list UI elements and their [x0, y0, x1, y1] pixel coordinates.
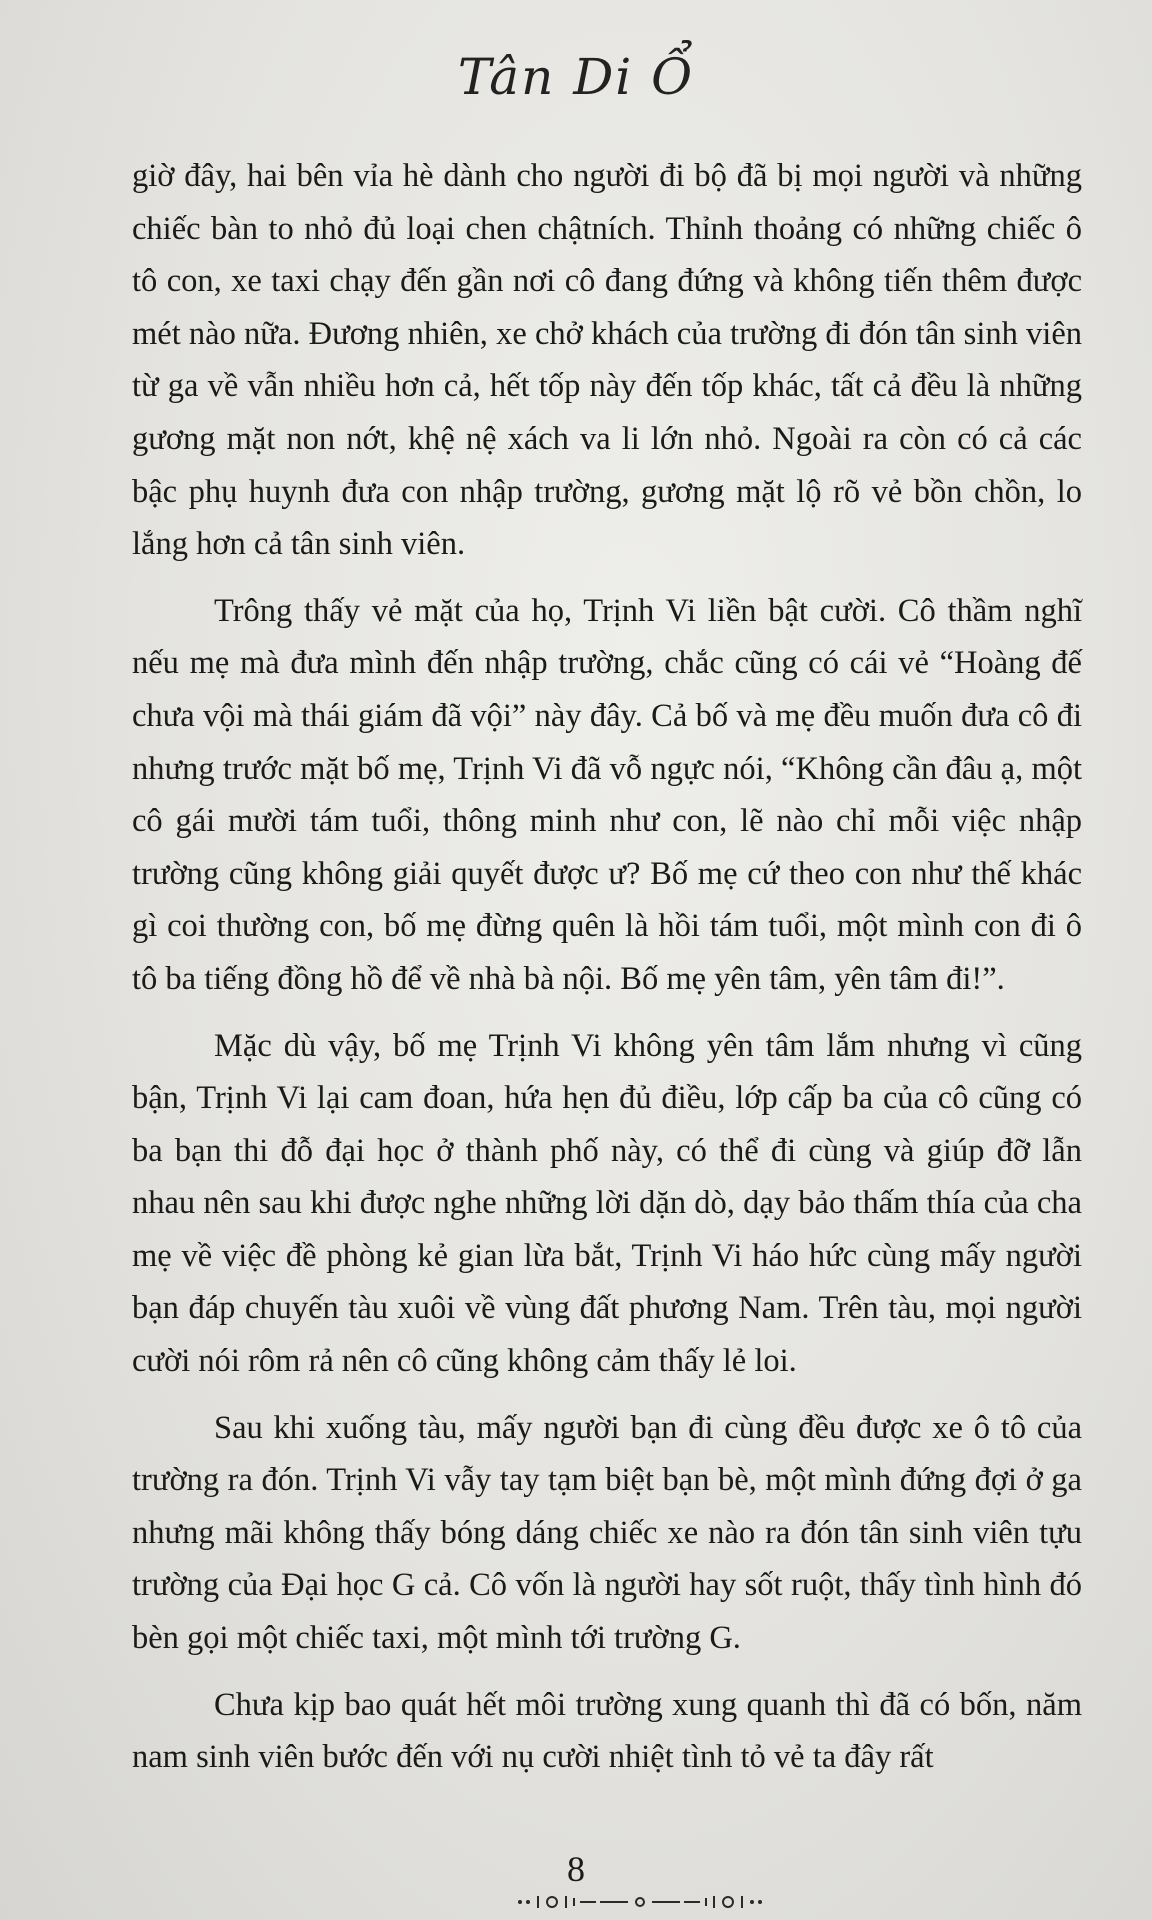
running-header: Tân Di Ổ — [457, 48, 695, 106]
paragraph: giờ đây, hai bên vỉa hè dành cho người đi bộ đã bị mọi người và những chiếc bàn to nhỏ đủ loại chen chậtních. Thỉnh thoảng có những chiếc ô tô con, xe taxi chạy đến gần nơi cô đang đứng và không tiến thêm được mét nào nữa. Đương nhiên, xe chở khách của trường đi đón tân sinh viên từ ga về vẫn nhiều hơn cả, hết tốp này đến tốp khác, tất cả đều là những gương mặt non nớt, khệ nệ xách va li lớn nhỏ. Ngoài ra còn có cả các bậc phụ huynh đưa con nhập trường, gương mặt lộ rõ vẻ bồn chồn, lo lắng hơn cả tân sinh viên. — [132, 158, 1082, 563]
page-footer — [0, 1848, 1152, 1908]
body-text — [132, 150, 1082, 1798]
page-number: 8 — [567, 1849, 585, 1889]
footer-ornament-icon — [0, 1892, 1152, 1912]
paragraph: Mặc dù vậy, bố mẹ Trịnh Vi không yên tâm lắm nhưng vì cũng bận, Trịnh Vi lại cam đoan, hứa hẹn đủ điều, lớp cấp ba của cô cũng có ba bạn thi đỗ đại học ở thành phố này, có thể đi cùng và giúp đỡ lẫn nhau nên sau khi được nghe những lời dặn dò, dạy bảo thấm thía của cha mẹ về việc đề phòng kẻ gian lừa bắt, Trịnh Vi háo hức cùng mấy người bạn đáp chuyến tàu xuôi về vùng đất phương Nam. Trên tàu, mọi người cười nói rôm rả nên cô cũng không cảm thấy lẻ loi. — [132, 1027, 1082, 1380]
paragraph: Sau khi xuống tàu, mấy người bạn đi cùng đều được xe ô tô của trường ra đón. Trịnh Vi vẫy tay tạm biệt bạn bè, một mình đứng đợi ở ga nhưng mãi không thấy bóng dáng chiếc xe nào ra đón tân sinh viên tựu trường của Đại học G cả. Cô vốn là người hay sốt ruột, thấy tình hình đó bèn gọi một chiếc taxi, một mình tới trường G. — [132, 1409, 1082, 1657]
paragraph: Chưa kịp bao quát hết môi trường xung quanh thì đã có bốn, năm nam sinh viên bước đến với nụ cười nhiệt tình tỏ vẻ ta đây rất — [132, 1686, 1082, 1776]
paragraph: Trông thấy vẻ mặt của họ, Trịnh Vi liền bật cười. Cô thầm nghĩ nếu mẹ mà đưa mình đến nhập trường, chắc cũng có cái vẻ “Hoàng đế chưa vội mà thái giám đã vội” này đây. Cả bố và mẹ đều muốn đưa cô đi nhưng trước mặt bố mẹ, Trịnh Vi đã vỗ ngực nói, “Không cần đâu ạ, một cô gái mười tám tuổi, thông minh như con, lẽ nào chỉ mỗi việc nhập trường cũng không giải quyết được ư? Bố mẹ cứ theo con như thế khác gì coi thường con, bố mẹ đừng quên là hồi tám tuổi, một mình con đi ô tô ba tiếng đồng hồ để về nhà bà nội. Bố mẹ yên tâm, yên tâm đi!”. — [132, 592, 1082, 997]
